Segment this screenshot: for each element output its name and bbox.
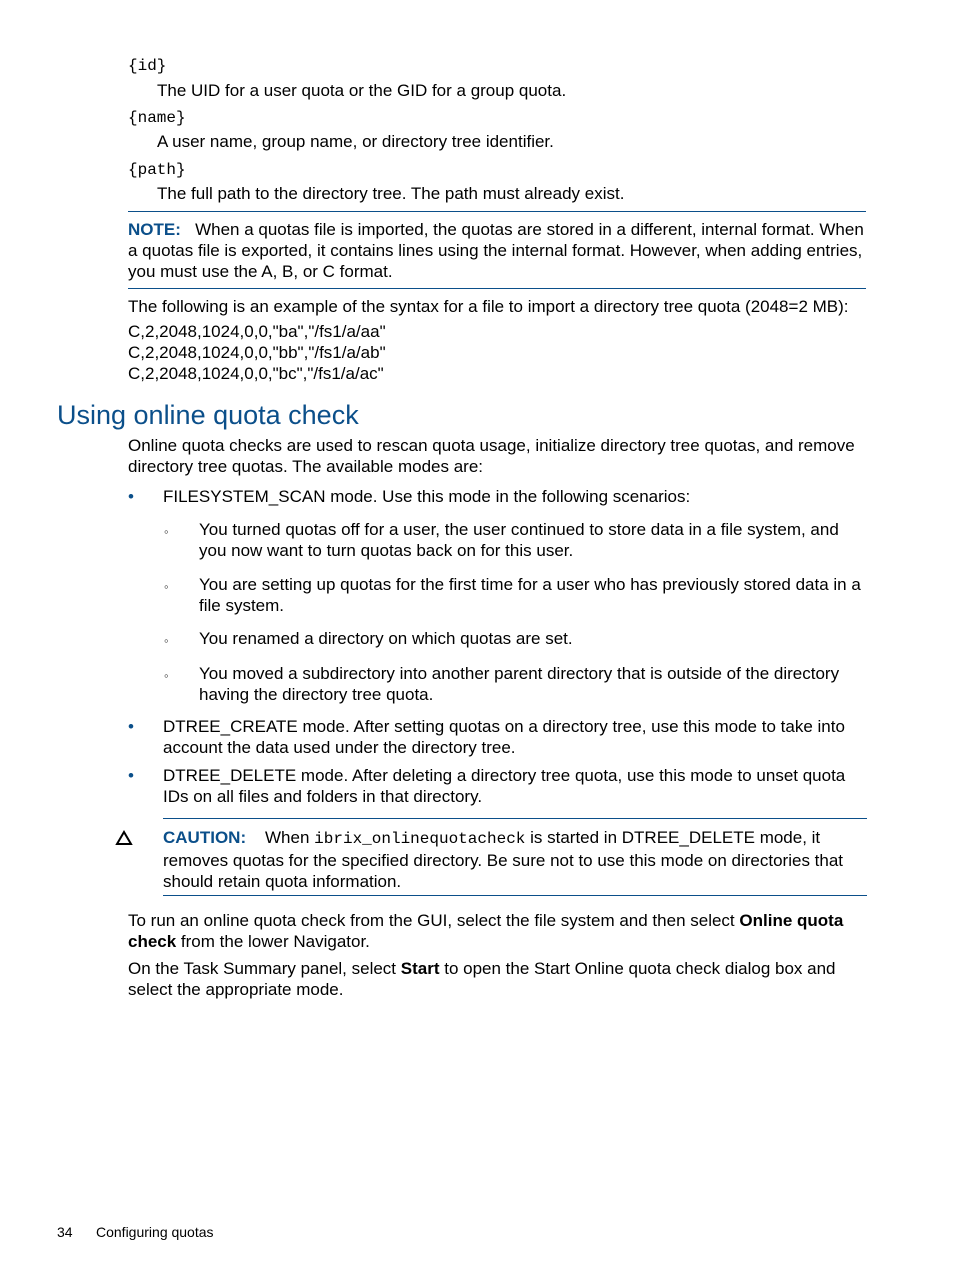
note-top-rule bbox=[128, 211, 866, 212]
caution-text-post: is started in DTREE_DELETE mode, it removes quotas for the specified directory. Be sure not to use this mode on directories that should retain quota information. bbox=[163, 828, 844, 891]
caution-text-pre: When bbox=[265, 828, 315, 847]
gui-paragraph bbox=[128, 910, 868, 952]
task-paragraph bbox=[128, 958, 868, 1000]
task-para-text: On the Task Summary panel, select bbox=[128, 959, 401, 978]
chapter-title: Configuring quotas bbox=[96, 1224, 214, 1240]
section-title: Using online quota check bbox=[57, 400, 359, 430]
term-id: {id} bbox=[128, 57, 167, 75]
sub-bullet-text: You turned quotas off for a user, the user continued to store data in a file system, and you now want to turn quotas back on for this user. bbox=[199, 520, 839, 560]
bullet-marker: • bbox=[128, 717, 134, 736]
bullet-marker: • bbox=[128, 487, 134, 506]
sub-bullet-marker: ◦ bbox=[164, 668, 169, 683]
sub-bullet-text: You are setting up quotas for the first time for a user who has previously stored data in a file system. bbox=[199, 575, 861, 615]
sub-bullet-text: You renamed a directory on which quotas are set. bbox=[199, 629, 573, 648]
gui-para-text: from the lower Navigator. bbox=[176, 932, 370, 951]
bullet-marker: • bbox=[128, 766, 134, 785]
example-intro: The following is an example of the syntax for a file to import a directory tree quota (2048=2 MB): bbox=[128, 297, 849, 316]
example-line: C,2,2048,1024,0,0,"ba","/fs1/a/aa" bbox=[128, 322, 386, 341]
caution-bottom-rule bbox=[163, 895, 867, 896]
caution-top-rule bbox=[163, 818, 867, 819]
section-intro: Online quota checks are used to rescan quota usage, initialize directory tree quotas, and remove directory tree quotas. The available modes are: bbox=[128, 436, 855, 476]
desc-id: The UID for a user quota or the GID for a group quota. bbox=[157, 81, 567, 100]
task-para-bold: Start bbox=[400, 959, 440, 978]
gui-para-bold: Online quota check bbox=[128, 911, 844, 951]
bullet-text: DTREE_CREATE mode. After setting quotas on a directory tree, use this mode to take into account the data used under the directory tree. bbox=[163, 717, 845, 757]
task-para-text: to open the Start Online quota check dialog box and select the appropriate mode. bbox=[128, 959, 836, 999]
bullet-text: FILESYSTEM_SCAN mode. Use this mode in the following scenarios: bbox=[163, 487, 691, 506]
term-name: {name} bbox=[128, 109, 186, 127]
caution-label: CAUTION: bbox=[163, 828, 247, 847]
note-text: When a quotas file is imported, the quotas are stored in a different, internal format. When a quotas file is exported, it contains lines using the internal format. However, when adding entries, you must use the A, B, or C format. bbox=[128, 220, 864, 281]
note-label: NOTE: bbox=[128, 220, 181, 239]
note bbox=[128, 219, 868, 282]
desc-path: The full path to the directory tree. The path must already exist. bbox=[157, 184, 625, 203]
sub-bullet-marker: ◦ bbox=[164, 579, 169, 594]
example-line: C,2,2048,1024,0,0,"bc","/fs1/a/ac" bbox=[128, 364, 384, 383]
bullet-text: DTREE_DELETE mode. After deleting a directory tree quota, use this mode to unset quota IDs on all files and folders in that directory. bbox=[163, 766, 846, 806]
sub-bullet-marker: ◦ bbox=[164, 524, 169, 539]
caution-code: ibrix_onlinequotacheck bbox=[314, 830, 526, 848]
note-bottom-rule bbox=[128, 288, 866, 289]
term-path: {path} bbox=[128, 161, 186, 179]
page-number: 34 bbox=[57, 1224, 73, 1240]
warning-triangle-icon bbox=[115, 830, 133, 846]
caution bbox=[163, 827, 868, 892]
sub-bullet-marker: ◦ bbox=[164, 633, 169, 648]
gui-para-text: To run an online quota check from the GUI, select the file system and then select bbox=[128, 911, 740, 930]
sub-bullet-text: You moved a subdirectory into another parent directory that is outside of the directory having the directory tree quota. bbox=[199, 664, 840, 704]
example-line: C,2,2048,1024,0,0,"bb","/fs1/a/ab" bbox=[128, 343, 386, 362]
desc-name: A user name, group name, or directory tree identifier. bbox=[157, 132, 554, 151]
